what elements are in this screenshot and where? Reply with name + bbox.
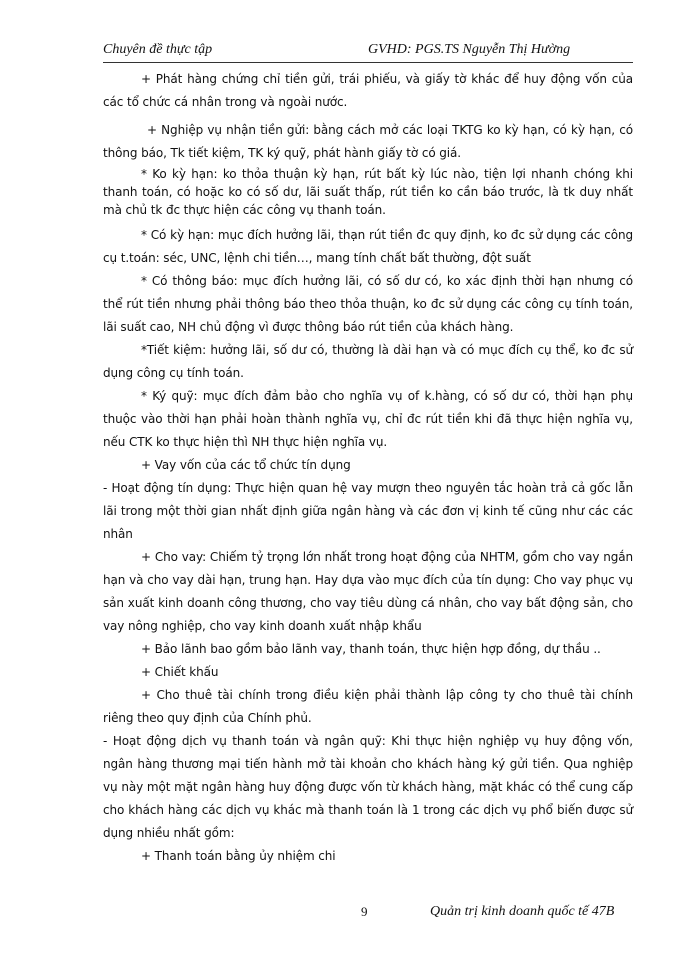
footer-course: Quản trị kinh doanh quốc tế 47B — [430, 904, 615, 919]
paragraph: * Có thông báo: mục đích hưởng lãi, có số dư có, ko xác định thời hạn nhưng có thể rút tiền nhưng phải thông báo theo thỏa thuận, ko đc sử dụng các công cụ tính toán, lãi suất cao, NH chủ động vì được thông báo rút tiền của khách hàng. — [103, 274, 633, 334]
paragraph: * Ký quỹ: mục đích đảm bảo cho nghĩa vụ of k.hàng, có số dư có, thời hạn phụ thuộc vào thời hạn phải hoàn thành nghĩa vụ, chỉ đc rút tiền khi đã thực hiện nghĩa vụ, nếu CTK ko thực hiện thì NH thực hiện nghĩa vụ. — [103, 389, 633, 449]
page-footer — [103, 904, 633, 926]
page-header — [103, 40, 633, 63]
paragraph: + Nghiệp vụ nhận tiền gửi: bằng cách mở các loại TKTG ko kỳ hạn, có kỳ hạn, có thông báo, Tk tiết kiệm, TK ký quỹ, phát hành giấy tờ có giá. — [103, 123, 633, 160]
document-body — [103, 68, 633, 868]
paragraph: * Có kỳ hạn: mục đích hưởng lãi, thạn rút tiền đc quy định, ko đc sử dụng các công cụ t.toán: séc, UNC, lệnh chi tiền…, mang tính chất bất thường, đột suất — [103, 228, 633, 265]
page-number: 9 — [361, 904, 368, 919]
paragraph: + Thanh toán bằng ủy nhiệm chi — [141, 849, 336, 863]
paragraph: - Hoạt động tín dụng: Thực hiện quan hệ vay mượn theo nguyên tắc hoàn trả cả gốc lẫn lãi trong một thời gian nhất định giữa ngân hàng và các đơn vị kinh tế cũng như các các nhân — [103, 481, 633, 541]
paragraph: - Hoạt động dịch vụ thanh toán và ngân quỹ: Khi thực hiện nghiệp vụ huy động vốn, ngân hàng thương mại tiến hành mở tài khoản cho khách hàng ký gửi tiền. Qua nghiệp vụ này một mặt ngân hàng huy động được vốn từ khách hàng, mặt khác có thể cung cấp cho khách hàng các dịch vụ khác mà thanh toán là 1 trong các dịch vụ phổ biến được sử dụng nhiều nhất gồm: — [103, 734, 633, 840]
paragraph: + Phát hàng chứng chỉ tiền gửi, trái phiếu, và giấy tờ khác để huy động vốn của các tổ chức cá nhân trong và ngoài nước. — [103, 72, 633, 109]
header-supervisor: GVHD: PGS.TS Nguyễn Thị Hường — [368, 42, 571, 57]
paragraph: *Tiết kiệm: hưởng lãi, số dư có, thường là dài hạn và có mục đích cụ thể, ko đc sử dụng công cụ tính toán. — [103, 343, 633, 380]
paragraph: + Vay vốn của các tổ chức tín dụng — [141, 458, 351, 472]
paragraph: + Chiết khấu — [141, 665, 219, 679]
paragraph: * Ko kỳ hạn: ko thỏa thuận kỳ hạn, rút bất kỳ lúc nào, tiện lợi nhanh chóng khi thanh toán, có hoặc ko có số dư, lãi suất thấp, rút tiền ko cần báo trước, là tk duy nhất mà chủ tk đc thực hiện các công vụ thanh toán. — [103, 167, 633, 217]
paragraph: + Cho vay: Chiếm tỷ trọng lớn nhất trong hoạt động của NHTM, gồm cho vay ngắn hạn và cho vay dài hạn, trung hạn. Hay dựa vào mục đích của tín dụng: Cho vay phục vụ sản xuất kinh doanh công thương, cho vay tiêu dùng cá nhân, cho vay bất động sản, cho vay nông nghiệp, cho vay kinh doanh xuất nhập khẩu — [103, 550, 633, 633]
header-title: Chuyên đề thực tập — [103, 42, 213, 57]
paragraph: + Bảo lãnh bao gồm bảo lãnh vay, thanh toán, thực hiện hợp đồng, dự thầu .. — [141, 642, 601, 656]
paragraph: + Cho thuê tài chính trong điều kiện phải thành lập công ty cho thuê tài chính riêng theo quy định của Chính phủ. — [103, 688, 633, 725]
